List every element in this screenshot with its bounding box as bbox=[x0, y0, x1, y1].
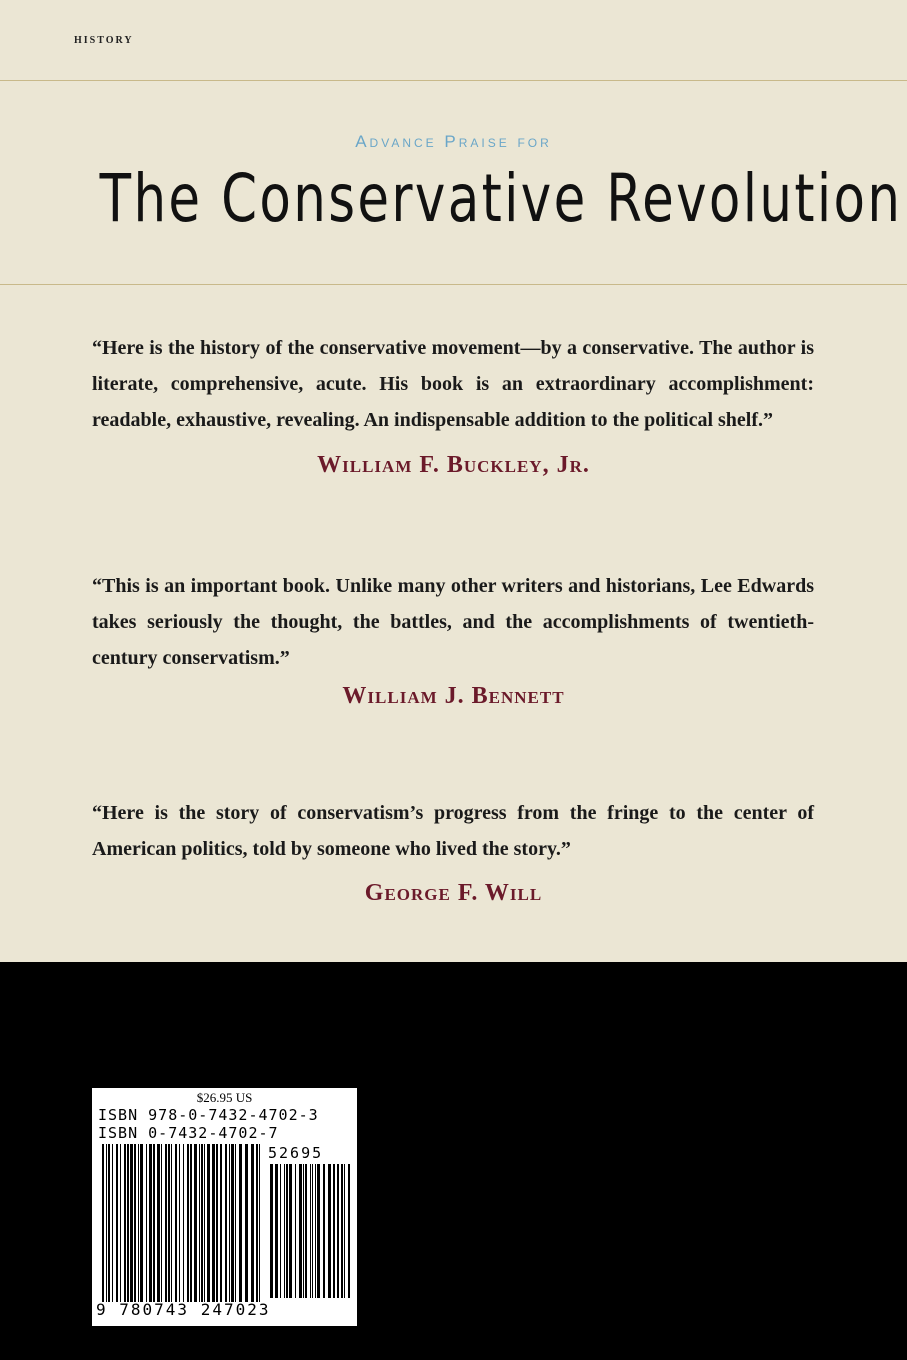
category-label: HISTORY bbox=[74, 35, 134, 46]
attribution-buckley: William F. Buckley, Jr. bbox=[317, 452, 590, 478]
isbn-13-label: ISBN 978-0-7432-4702-3 bbox=[98, 1106, 319, 1124]
top-rule bbox=[0, 80, 907, 81]
quote-bennett: “This is an important book. Unlike many other writers and historians, Lee Edwards takes seriously the thought, the battles, and the accomplishments of twentieth-century conservatism.” bbox=[92, 575, 814, 669]
ean-number: 9 780743 247023 bbox=[96, 1300, 271, 1319]
attribution-will: George F. Will bbox=[364, 880, 543, 906]
barcode-label bbox=[92, 1088, 357, 1326]
isbn-10-label: ISBN 0-7432-4702-7 bbox=[98, 1124, 279, 1142]
ean-barcode bbox=[102, 1144, 262, 1302]
book-title: The Conservative Revolution bbox=[99, 160, 903, 237]
addon-number: 52695 bbox=[268, 1144, 324, 1162]
addon-barcode bbox=[270, 1164, 350, 1298]
attribution-bennett: William J. Bennett bbox=[342, 683, 565, 709]
advance-praise-label: Advance Praise for bbox=[355, 132, 552, 151]
quote-buckley: “Here is the history of the conservative movement—by a conservative. The author is literate, comprehensive, acute. His book is an extraordinary accomplishment: readable, exhaustive, revealing. An indispensable addition to the political shelf.” bbox=[92, 337, 814, 431]
quote-will: “Here is the story of conservatism’s progress from the fringe to the center of American politics, told by someone who lived the story.” bbox=[92, 802, 814, 860]
price-label: $26.95 US bbox=[196, 1090, 253, 1105]
title-rule bbox=[0, 284, 907, 285]
